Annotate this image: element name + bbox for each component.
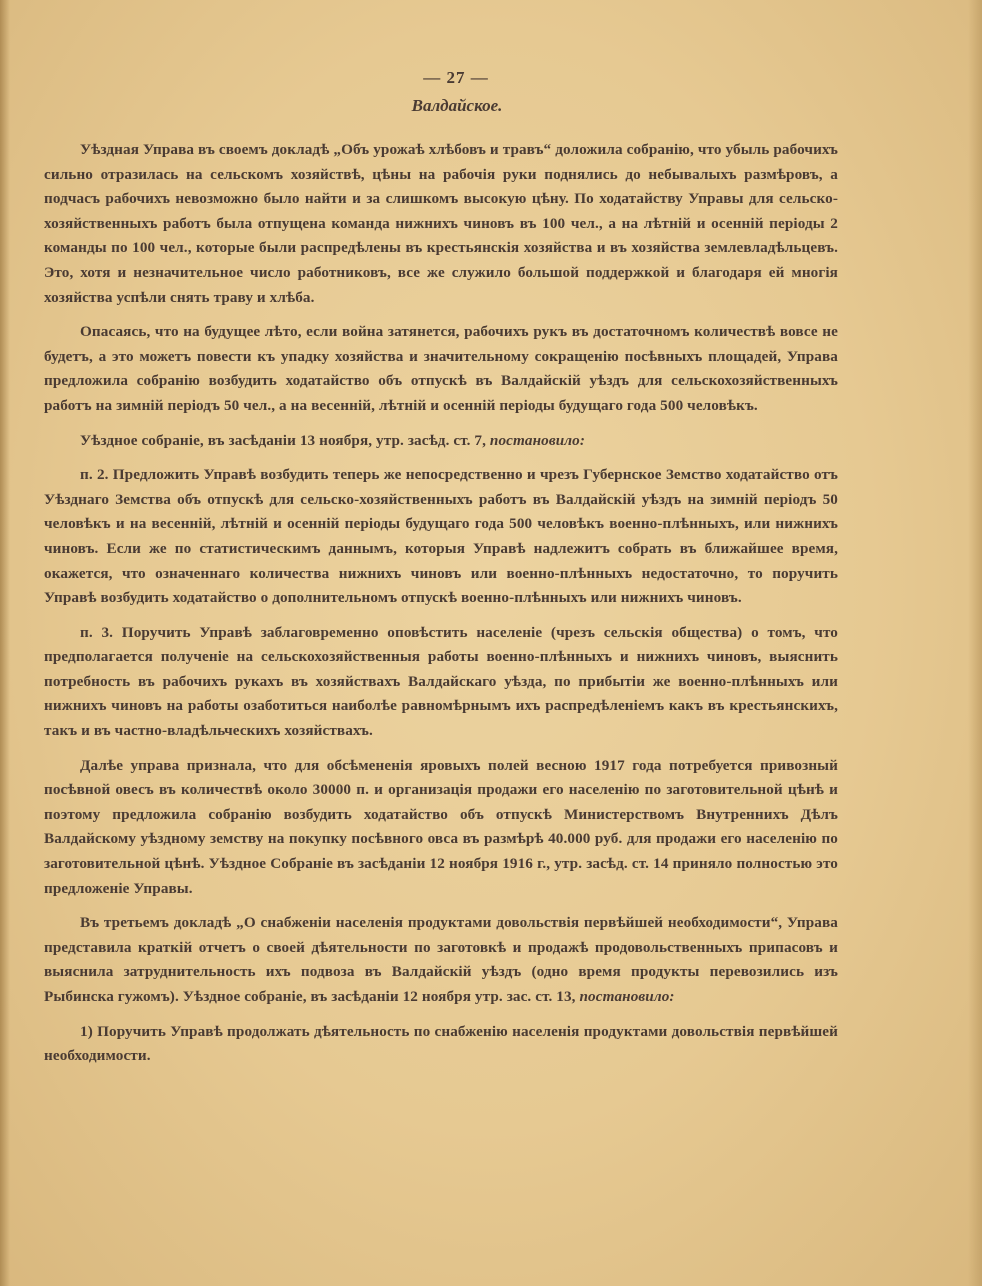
paragraph-point-1-food: 1) Поручить Управѣ продолжать дѣятельность по снабженію населенія продуктами довольствія первѣйшей необходимости. (44, 1022, 838, 1065)
paragraph-point-2: п. 2. Предложить Управѣ возбудить теперь же непосредственно и чрезъ Губернское Земство ходатайство отъ Уѣзднаго Земства объ отпускѣ для сельско-хозяйственныхъ работъ въ Валдайскій уѣздъ на зимній періодъ 50 человѣкъ и на весенній, лѣтній и осенній періоды будущаго года 500 человѣкъ военно-плѣнныхъ, или нижнихъ чиновъ. Если же по статистическимъ даннымъ, которыя Управѣ надлежитъ собрать въ ближайшее время, окажется, что означеннаго количества нижнихъ чиновъ или военно-плѣнныхъ недостаточно, то поручить Управѣ возбудить ходатайство о дополнительномъ отпускѣ военно-плѣнныхъ или нижнихъ чиновъ. (44, 466, 838, 607)
page-edge-shadow-left (0, 0, 10, 1286)
page-content (44, 68, 838, 1079)
page-edge-shadow-right (968, 0, 982, 1286)
page-number: — 27 — (423, 68, 489, 87)
paragraph-labor-concern: Опасаясь, что на будущее лѣто, если война затянется, рабочихъ рукъ въ достаточномъ количествѣ вовсе не будетъ, а это можетъ повести къ упадку хозяйства и значительному сокращенію посѣвныхъ площадей, Управа предложила собранію возбудить ходатайство объ отпускѣ въ Валдайскій уѣздъ для сельскохозяйственныхъ работъ на зимній періодъ 50 чел., а на весенній, лѣтній и осенній періоды будущаго года 500 человѣкъ. (44, 323, 838, 414)
resolution-text: Въ третьемъ докладѣ „О снабженіи населенія продуктами довольствія первѣйшей необходимости“, Управа представила краткій отчетъ о своей дѣятельности по заготовкѣ и продажѣ продовольственныхъ припасовъ и выяснила затруднительность ихъ подвоза въ Валдайскій уѣздъ (одно время продукты перевозились изъ Рыбинска гужомъ). Уѣздное собраніе, въ засѣданіи 12 ноября утр. зас. ст. 13, (44, 914, 838, 1005)
resolution-emphasis: постановило: (579, 988, 675, 1005)
paragraph-oats-supply: Далѣе управа признала, что для обсѣмененія яровыхъ полей весною 1917 года потребуется привозный посѣвной овесъ въ количествѣ около 30000 п. и организація продажи его населенію по заготовительной цѣнѣ и поэтому предложила собранію возбудить ходатайство объ отпускѣ Министерствомъ Внутреннихъ Дѣлъ Валдайскому уѣздному земству на покупку посѣвного овса въ размѣрѣ 40.000 руб. для продажи его населенію по заготовительной цѣнѣ. Уѣздное Собраніе въ засѣданіи 12 ноября 1916 г., утр. засѣд. ст. 14 приняло полностью это предложеніе Управы. (44, 756, 838, 897)
paragraph-food-supply-report (44, 911, 838, 1009)
resolution-text: Уѣздное собраніе, въ засѣданіи 13 ноября, утр. засѣд. ст. 7, (80, 431, 487, 449)
paragraph-resolution-nov-13 (44, 429, 838, 454)
paragraph-point-3: п. 3. Поручить Управѣ заблаговременно оповѣстить населеніе (чрезъ сельскія общества) о томъ, что предполагается полученіе на сельскохозяйственныя работы военно-плѣнныхъ и нижнихъ чиновъ, выяснить потребность въ рабочихъ рукахъ въ хозяйствахъ Валдайскаго уѣзда, по прибытіи же военно-плѣнныхъ или нижнихъ чиновъ на работы озаботиться наиболѣе равномѣрнымъ ихъ распредѣленіемъ какъ въ крестьянскихъ, такъ и въ частно-владѣльческихъ хозяйствахъ. (44, 623, 838, 740)
paragraph-harvest-report: Уѣздная Управа въ своемъ докладѣ „Объ урожаѣ хлѣбовъ и травъ“ доложила собранію, что убыль рабочихъ сильно отразилась на сельскомъ хозяйствѣ, цѣны на рабочія руки поднялись до небывалыхъ размѣровъ, а подчасъ рабочихъ невозможно было найти и за слишкомъ высокую цѣну. По ходатайству Управы для сельско-хозяйственныхъ работъ была отпущена команда нижнихъ чиновъ въ 100 чел., а на лѣтній и осенній періоды 2 команды по 100 чел., которые были распредѣлены въ крестьянскія хозяйства и въ хозяйства землевладѣльцевъ. Это, хотя и незначительное число работниковъ, все же служило большой поддержкой и благодаря ей многія хозяйства успѣли снять траву и хлѣба. (44, 141, 838, 306)
section-heading: Валдайское. (411, 96, 503, 115)
resolution-emphasis: постановило: (489, 431, 586, 449)
